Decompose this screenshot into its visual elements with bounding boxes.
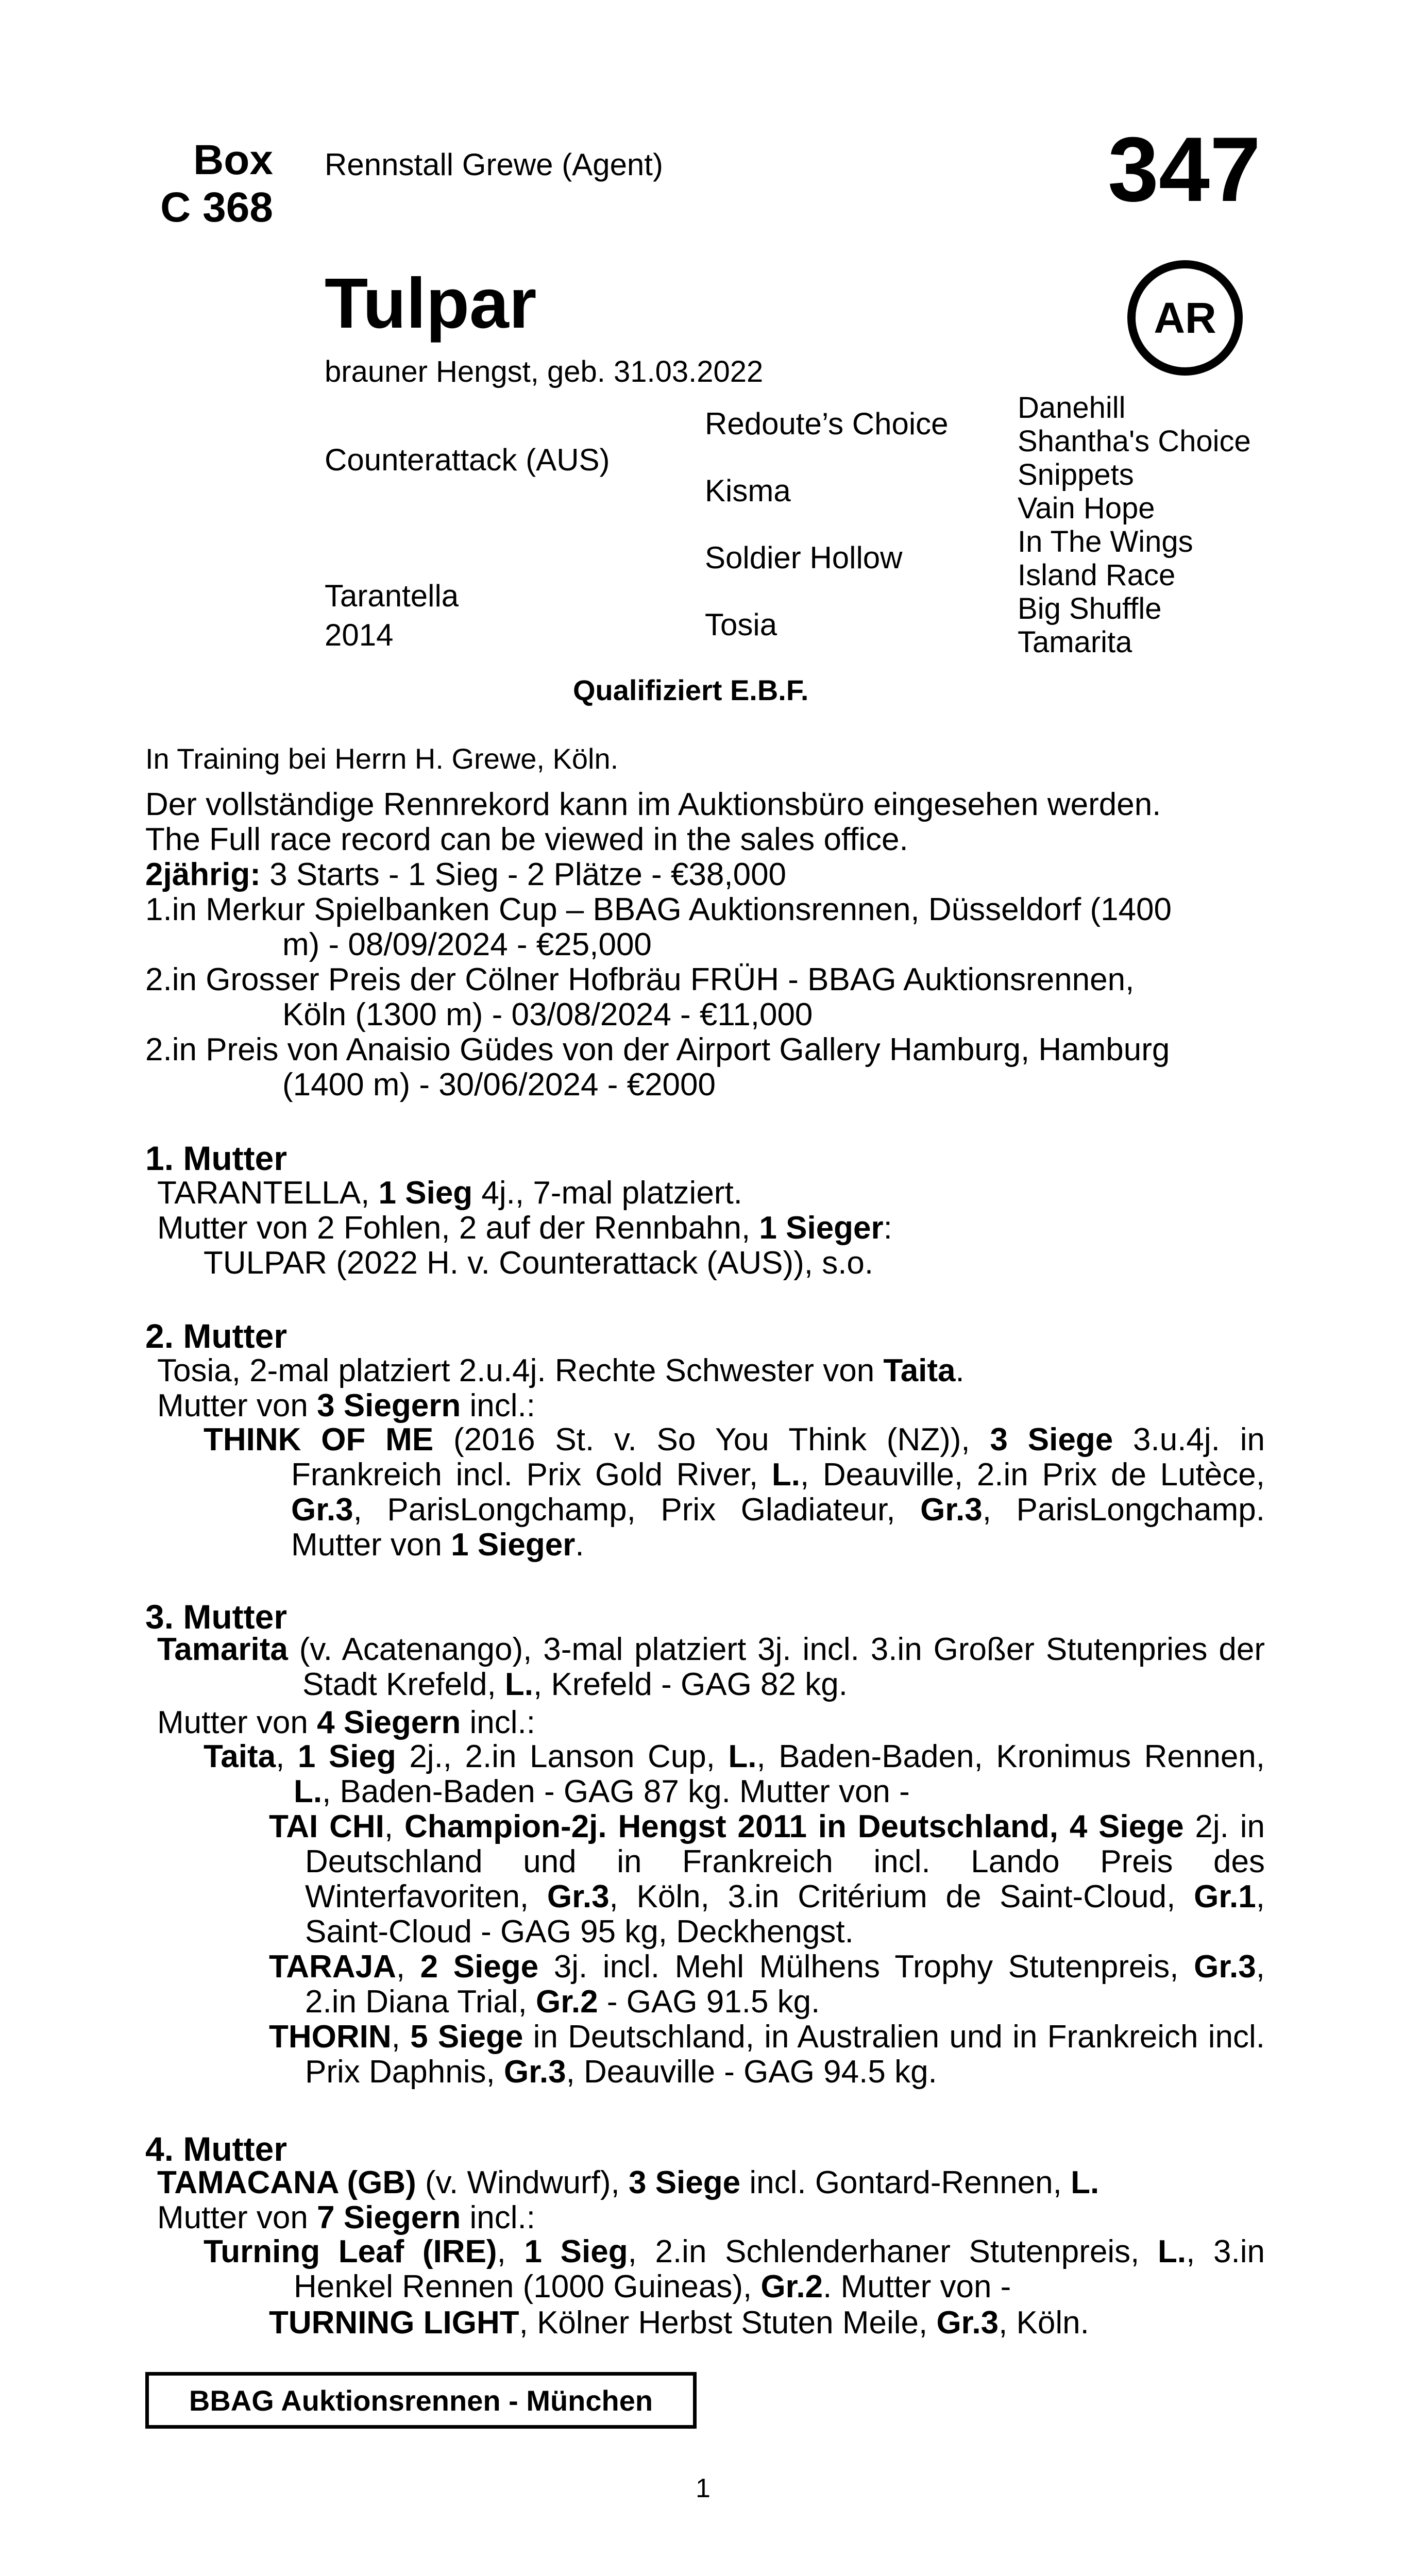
offspring-grade: Gr.3 <box>920 1492 983 1528</box>
pedigree-ancestor-6: Island Race <box>1018 558 1176 592</box>
seller: Rennstall Grewe (Agent) <box>325 147 663 182</box>
dam3-offspring-taita <box>204 1739 1265 1809</box>
dam4-name: TAMACANA (GB) <box>157 2165 416 2200</box>
pedigree-ancestor-8: Tamarita <box>1018 625 1132 659</box>
qualification: Qualifiziert E.B.F. <box>573 674 809 706</box>
pedigree-granddam-1: Kisma <box>705 473 791 508</box>
offspring-text: , <box>276 1739 298 1774</box>
offspring-winners: 1 Sieger <box>451 1527 576 1563</box>
dam3-produce <box>157 1704 535 1741</box>
dam4-grade: L. <box>1071 2165 1099 2200</box>
offspring-text: , 2.in Diana Trial, <box>305 1949 1265 2020</box>
dam2-incl: incl.: <box>461 1388 535 1423</box>
dam4-heading: 4. Mutter <box>145 2130 287 2168</box>
dam3-heading: 3. Mutter <box>145 1598 287 1636</box>
pedigree-ancestor-1: Danehill <box>1018 391 1126 425</box>
pedigree-grandsire-1: Redoute’s Choice <box>705 406 949 441</box>
offspring-grade: Gr.2 <box>536 1984 598 2020</box>
dam2-sister: Taita <box>883 1353 956 1388</box>
record-summary <box>145 856 786 893</box>
page-number: 1 <box>696 2473 711 2503</box>
dam3-grade: L. <box>504 1667 533 1702</box>
offspring-text: 2j., 2.in Lanson Cup, <box>396 1739 729 1774</box>
dam1-produce <box>157 1210 892 1246</box>
offspring-text: , Köln. <box>999 2305 1089 2341</box>
result-1-line1: 1.in Merkur Spielbanken Cup – BBAG Auktionsrennen, Düsseldorf (1400 <box>145 892 1172 927</box>
dam3-text: , Krefeld - GAG 82 kg. <box>533 1667 848 1702</box>
dam4-produce <box>157 2199 535 2236</box>
offspring-grade: L. <box>728 1739 757 1774</box>
dam3-produce-text: Mutter von <box>157 1705 317 1740</box>
offspring-grade: Gr.2 <box>760 2269 823 2304</box>
auction-race-label: BBAG Auktionsrennen - München <box>189 2384 653 2417</box>
offspring-text: , <box>497 2234 525 2269</box>
dam3-offspring-thorin <box>269 2020 1265 2090</box>
result-1-line2: m) - 08/09/2024 - €25,000 <box>282 927 652 962</box>
dam4-wins: 3 Siege <box>628 2165 741 2200</box>
dam4-text: (v. Windwurf), <box>416 2165 629 2200</box>
box-code: C 368 <box>160 184 273 231</box>
offspring-wins: 1 Sieg <box>297 1739 396 1774</box>
offspring-grade: Gr.3 <box>503 2054 566 2090</box>
offspring-text: , <box>396 1949 420 1985</box>
record-note-de: Der vollständige Rennrekord kann im Auktionsbüro eingesehen werden. <box>145 787 1161 822</box>
dam4-produce-text: Mutter von <box>157 2200 317 2235</box>
pedigree-dam: Tarantella <box>325 579 459 613</box>
dam2-offspring-think-of-me <box>204 1422 1265 1563</box>
pedigree-sire: Counterattack (AUS) <box>325 443 610 477</box>
offspring-text: 3j. incl. Mehl Mülhens Trophy Stutenpreis, <box>538 1949 1194 1985</box>
offspring-wins: 2 Siege <box>420 1949 539 1985</box>
offspring-text: , Deauville - GAG 94.5 kg. <box>566 2054 937 2090</box>
offspring-wins: 3 Siege <box>990 1422 1113 1458</box>
offspring-name: TAI CHI <box>269 1809 384 1844</box>
dam2-produce <box>157 1387 535 1424</box>
dam1-offspring: TULPAR (2022 H. v. Counterattack (AUS)), s.o. <box>204 1245 874 1281</box>
offspring-text: 3.u.4j. in Frankreich incl. Prix Gold River, <box>291 1422 1265 1493</box>
dam3-text: (v. Acatenango), 3-mal platziert 3j. incl. 3.in Großer Stutenpries der Stadt Krefeld, <box>287 1632 1265 1702</box>
pedigree-grandsire-2: Soldier Hollow <box>705 540 903 575</box>
offspring-text: , Saint-Cloud - GAG 95 kg, Deckhengst. <box>305 1879 1265 1950</box>
dam4-record <box>157 2164 1099 2201</box>
offspring-text: , Kölner Herbst Stuten Meile, <box>519 2305 937 2341</box>
offspring-text: (2016 St. v. So You Think (NZ)), <box>433 1422 990 1458</box>
offspring-text: , 3.in Henkel Rennen (1000 Guineas), <box>294 2234 1265 2304</box>
result-2-line2: Köln (1300 m) - 03/08/2024 - €11,000 <box>282 997 813 1032</box>
dam1-produce-text: Mutter von 2 Fohlen, 2 auf der Rennbahn, <box>157 1210 759 1246</box>
dam1-winners: 1 Sieger <box>759 1210 884 1246</box>
offspring-grade: Gr.1 <box>1194 1879 1256 1914</box>
offspring-grade: Gr.3 <box>291 1492 353 1528</box>
dam2-record-text: Tosia, 2-mal platziert 2.u.4j. Rechte Schwester von <box>157 1353 884 1388</box>
dam1-colon: : <box>883 1210 892 1246</box>
dam3-winners: 4 Siegern <box>317 1705 461 1740</box>
offspring-grade: L. <box>294 1774 323 1809</box>
offspring-wins: 1 Sieg <box>524 2234 628 2269</box>
offspring-name: Turning Leaf (IRE) <box>204 2234 497 2269</box>
dam3-name: Tamarita <box>157 1632 288 1667</box>
dam4-text: incl. Gontard-Rennen, <box>740 2165 1071 2200</box>
training-info: In Training bei Herrn H. Grewe, Köln. <box>145 742 619 775</box>
offspring-grade: Gr.3 <box>1194 1949 1256 1985</box>
pedigree-ancestor-5: In The Wings <box>1018 525 1193 558</box>
ar-badge <box>1127 260 1243 376</box>
offspring-text: , ParisLongchamp, Prix Gladiateur, <box>353 1492 921 1528</box>
offspring-name: TURNING LIGHT <box>269 2305 519 2341</box>
dam1-name: TARANTELLA, <box>157 1175 379 1211</box>
dam2-winners: 3 Siegern <box>317 1388 461 1423</box>
dam1-record <box>157 1175 742 1211</box>
offspring-name: THORIN <box>269 2019 392 2055</box>
offspring-text: . Mutter von - <box>823 2269 1011 2304</box>
offspring-grade: L. <box>1158 2234 1187 2269</box>
offspring-text: 2j. in Deutschland und in Frankreich incl. Lando Preis des Winterfavoriten, <box>305 1809 1265 1914</box>
offspring-text: , <box>391 2019 411 2055</box>
pedigree-ancestor-4: Vain Hope <box>1018 492 1155 525</box>
pedigree-granddam-2: Tosia <box>705 607 777 642</box>
offspring-text: , <box>384 1809 404 1844</box>
offspring-text: , Baden-Baden, Kronimus Rennen, <box>756 1739 1265 1774</box>
lot-number: 347 <box>1108 118 1261 221</box>
offspring-text: , Deauville, 2.in Prix de Lutèce, <box>800 1457 1265 1493</box>
dam2-heading: 2. Mutter <box>145 1317 287 1355</box>
dam2-produce-text: Mutter von <box>157 1388 317 1423</box>
offspring-wins: 5 Siege <box>410 2019 523 2055</box>
dam4-offspring-turning-leaf <box>204 2234 1265 2304</box>
ar-badge-label: AR <box>1154 293 1216 342</box>
offspring-grade: L. <box>771 1457 800 1493</box>
offspring-text: in Deutschland, in Australien und in Frankreich incl. Prix Daphnis, <box>305 2019 1265 2090</box>
dam2-period: . <box>955 1353 965 1388</box>
summary-text: 3 Starts - 1 Sieg - 2 Plätze - €38,000 <box>260 857 787 892</box>
offspring-text: , Köln, 3.in Critérium de Saint-Cloud, <box>609 1879 1194 1914</box>
result-3-line2: (1400 m) - 30/06/2024 - €2000 <box>282 1067 716 1103</box>
dam1-record-text: 4j., 7-mal platziert. <box>472 1175 742 1211</box>
box-label: Box <box>193 137 273 183</box>
auction-race-box <box>145 2372 697 2429</box>
pedigree-ancestor-7: Big Shuffle <box>1018 592 1162 625</box>
result-3-line1: 2.in Preis von Anaisio Güdes von der Airport Gallery Hamburg, Hamburg <box>145 1032 1170 1067</box>
dam3-record <box>157 1632 1265 1702</box>
result-2-line1: 2.in Grosser Preis der Cölner Hofbräu FRÜH - BBAG Auktionsrennen, <box>145 962 1135 997</box>
dam4-incl: incl.: <box>461 2200 535 2235</box>
box-number <box>147 137 273 231</box>
dam2-record <box>157 1352 965 1389</box>
offspring-grade: Gr.3 <box>547 1879 610 1914</box>
pedigree-ancestor-3: Snippets <box>1018 458 1134 492</box>
horse-description: brauner Hengst, geb. 31.03.2022 <box>325 355 764 388</box>
offspring-grade: Gr.3 <box>936 2305 999 2341</box>
dam4-winners: 7 Siegern <box>317 2200 461 2235</box>
offspring-text: . <box>575 1527 584 1563</box>
record-note-en: The Full race record can be viewed in the sales office. <box>145 822 908 857</box>
dam1-heading: 1. Mutter <box>145 1139 287 1177</box>
offspring-name: THINK OF ME <box>204 1422 434 1458</box>
offspring-name: Taita <box>204 1739 276 1774</box>
dam4-offspring-turning-light <box>269 2304 1089 2341</box>
pedigree-ancestor-2: Shantha's Choice <box>1018 425 1251 458</box>
offspring-text: - GAG 91.5 kg. <box>598 1984 820 2020</box>
horse-name: Tulpar <box>325 264 537 343</box>
pedigree-dam-year: 2014 <box>325 618 394 652</box>
age-label: 2jährig: <box>145 857 261 892</box>
offspring-text: , ParisLongchamp. Mutter von <box>291 1492 1265 1563</box>
dam3-offspring-tai-chi <box>269 1809 1265 1950</box>
offspring-wins: Champion-2j. Hengst 2011 in Deutschland, 4 Siege <box>404 1809 1184 1844</box>
dam3-offspring-taraja <box>269 1950 1265 2020</box>
dam3-incl: incl.: <box>461 1705 535 1740</box>
offspring-text: , 2.in Schlenderhaner Stutenpreis, <box>628 2234 1158 2269</box>
offspring-name: TARAJA <box>269 1949 396 1985</box>
dam1-wins: 1 Sieg <box>378 1175 473 1211</box>
offspring-text: , Baden-Baden - GAG 87 kg. Mutter von - <box>322 1774 910 1809</box>
